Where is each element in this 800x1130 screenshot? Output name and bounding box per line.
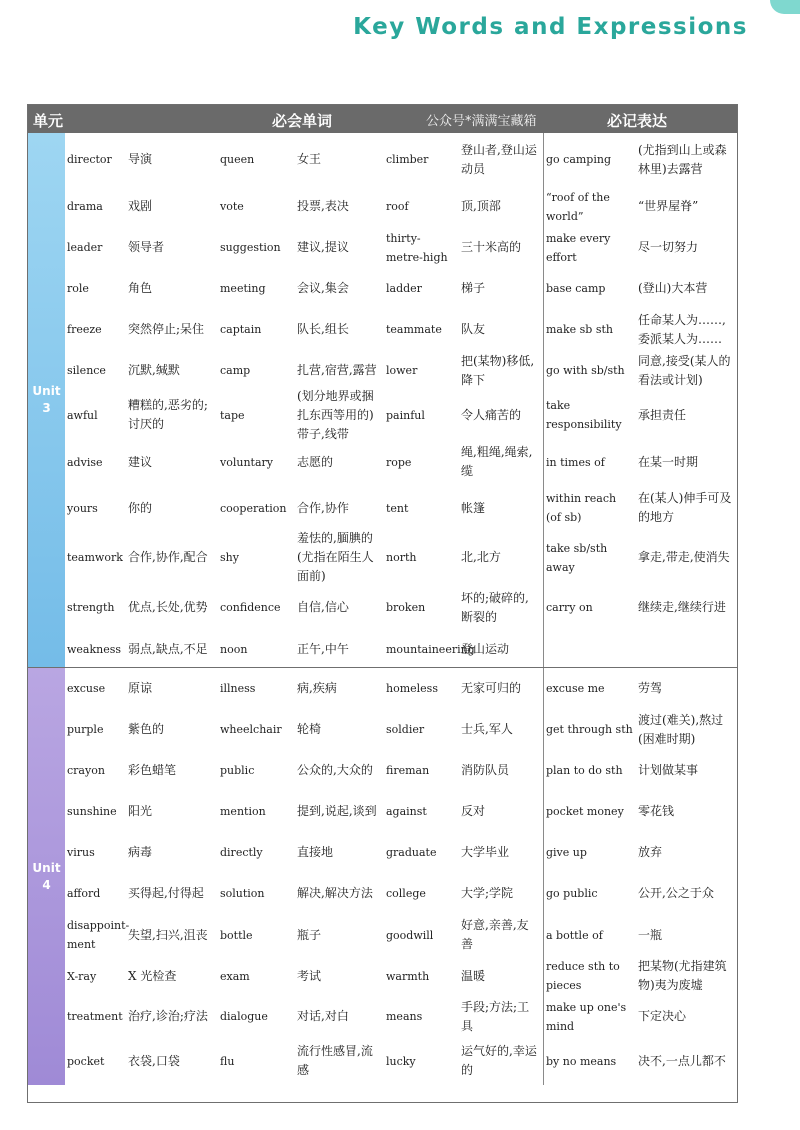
expression-meaning: 继续走,继续行进 xyxy=(638,600,726,614)
meaning-3: 温暖 xyxy=(461,968,486,983)
table-row xyxy=(65,791,738,832)
expression-meaning: “世界屋脊” xyxy=(638,199,699,213)
meaning-1: 建议 xyxy=(128,454,153,469)
meaning-2: 解决,解决方法 xyxy=(297,886,373,900)
expression-meaning: 一瓶 xyxy=(638,927,663,942)
meaning-3: 大学毕业 xyxy=(461,845,510,859)
meaning-3: 绳,粗绳,绳索,缆 xyxy=(461,445,533,478)
meaning-2: 扎营,宿营,露营 xyxy=(297,363,377,377)
meaning-1: 原谅 xyxy=(128,681,153,695)
meaning-2: 建议,提议 xyxy=(297,240,349,254)
page-title: Key Words and Expressions xyxy=(353,14,748,40)
meaning-3: 消防队员 xyxy=(461,763,510,777)
unit-rows xyxy=(65,133,738,667)
expression-meaning: 同意,接受(某人的看法或计划) xyxy=(638,353,731,387)
word-2: vote xyxy=(220,200,244,213)
meaning-1: 糟糕的,恶劣的;讨厌的 xyxy=(128,398,208,431)
word-2: confidence xyxy=(220,601,281,614)
expression: take responsibility xyxy=(543,391,636,439)
word-1: disappoint-ment xyxy=(67,919,130,951)
word-1: leader xyxy=(67,241,103,254)
word-3: means xyxy=(386,1010,423,1023)
meaning-1: 沉默,缄默 xyxy=(128,363,180,377)
expression: reduce sth to pieces xyxy=(543,956,636,996)
unit-number: 3 xyxy=(42,401,51,415)
meaning-3: 把(某物)移低,降下 xyxy=(461,353,535,387)
meaning-2: 流行性感冒,流感 xyxy=(297,1044,373,1077)
meaning-2: 公众的,大众的 xyxy=(297,763,373,777)
word-2: illness xyxy=(220,682,256,695)
meaning-1: 治疗,诊治;疗法 xyxy=(128,1009,208,1023)
unit-label-text: Unit xyxy=(32,860,61,875)
word-3: graduate xyxy=(386,846,437,859)
word-2: solution xyxy=(220,887,265,900)
table-row xyxy=(65,309,738,350)
meaning-3: 令人痛苦的 xyxy=(461,407,522,422)
meaning-3: 手段;方法;工具 xyxy=(461,999,530,1033)
expression-meaning: 决不,一点儿都不 xyxy=(638,1053,726,1068)
meaning-3: 坏的;破碎的,断裂的 xyxy=(461,590,529,624)
meaning-1: 病毒 xyxy=(128,845,153,859)
word-3: tent xyxy=(386,501,409,515)
word-3: fireman xyxy=(386,764,430,777)
unit-rows xyxy=(65,668,738,1085)
expression-meaning: 下定决心 xyxy=(638,1009,687,1023)
vocabulary-table xyxy=(27,104,738,1103)
meaning-1: 失望,扫兴,沮丧 xyxy=(128,927,208,942)
word-1: strength xyxy=(67,601,115,614)
word-2: voluntary xyxy=(220,455,273,469)
expression: plan to do sth xyxy=(543,750,636,791)
meaning-2: 投票,表决 xyxy=(297,199,349,213)
meaning-2: 合作,协作 xyxy=(297,500,349,515)
meaning-3: 运气好的,幸运的 xyxy=(461,1044,537,1077)
corner-decoration xyxy=(770,0,800,14)
word-2: camp xyxy=(220,364,251,377)
word-2: cooperation xyxy=(220,501,287,515)
word-3: north xyxy=(386,551,417,564)
expression-meaning: 零花钱 xyxy=(638,804,675,818)
meaning-1: 导演 xyxy=(128,152,153,166)
word-1: pocket xyxy=(67,1054,105,1068)
meaning-2: (划分地界或捆扎东西等用的)带子,线带 xyxy=(297,388,374,441)
meaning-1: 紫色的 xyxy=(128,722,165,736)
meaning-2: 考试 xyxy=(297,968,322,983)
word-1: freeze xyxy=(67,323,102,336)
word-2: noon xyxy=(220,642,248,656)
header-unit: 单元 xyxy=(33,112,64,130)
word-1: excuse xyxy=(67,682,106,695)
expression: a bottle of xyxy=(543,914,636,956)
word-3: homeless xyxy=(386,682,438,695)
expression-meaning: 在某一时期 xyxy=(638,454,699,469)
word-3: climber xyxy=(386,153,429,166)
word-3: lower xyxy=(386,364,418,377)
table-row xyxy=(65,631,738,667)
table-row xyxy=(65,750,738,791)
unit-label-text: Unit xyxy=(32,384,61,398)
word-1: X-ray xyxy=(67,969,97,983)
meaning-3: 反对 xyxy=(461,804,486,818)
expression: go with sb/sth xyxy=(543,350,636,391)
word-2: suggestion xyxy=(220,241,281,254)
expression-meaning: 把某物(尤指建筑物)夷为废墟 xyxy=(638,959,727,992)
expression: make sb sth xyxy=(543,309,636,350)
word-1: weakness xyxy=(67,642,122,656)
meaning-2: 女王 xyxy=(297,152,322,166)
unit-block xyxy=(28,133,737,667)
meaning-3: 帐篷 xyxy=(461,500,486,515)
expression: in times of xyxy=(543,439,636,485)
expression: pocket money xyxy=(543,791,636,832)
expression-meaning: 任命某人为……,委派某人为…… xyxy=(638,312,726,346)
meaning-1: 突然停止;呆住 xyxy=(128,322,205,336)
meaning-3: 登山者,登山运动员 xyxy=(461,142,537,176)
word-3: against xyxy=(386,805,427,818)
word-2: dialogue xyxy=(220,1010,268,1023)
word-2: mention xyxy=(220,805,266,818)
header-expressions: 必记表达 xyxy=(607,112,668,130)
word-1: teamwork xyxy=(67,551,123,564)
word-3: goodwill xyxy=(386,928,434,942)
expression-meaning: 公开,公之于众 xyxy=(638,886,714,900)
table-row xyxy=(65,388,738,441)
expression-meaning: (尤指到山上或森林里)去露营 xyxy=(638,142,727,176)
word-3: warmth xyxy=(386,969,430,983)
word-3: rope xyxy=(386,455,412,469)
unit-number: 4 xyxy=(42,877,51,892)
word-3: teammate xyxy=(386,323,442,336)
meaning-2: 瓶子 xyxy=(297,927,322,942)
word-1: director xyxy=(67,153,112,166)
meaning-1: 合作,协作,配合 xyxy=(128,550,208,564)
meaning-3: 梯子 xyxy=(461,281,486,295)
word-3: thirty-metre-high xyxy=(386,231,448,264)
meaning-2: 队长,组长 xyxy=(297,322,349,336)
word-2: flu xyxy=(220,1054,235,1068)
meaning-3: 北,北方 xyxy=(461,550,501,564)
table-row xyxy=(65,350,738,391)
meaning-1: 弱点,缺点,不足 xyxy=(128,641,208,656)
word-2: tape xyxy=(220,408,245,422)
table-row xyxy=(65,709,738,750)
expression-meaning: 拿走,带走,使消失 xyxy=(638,550,730,564)
expression: go public xyxy=(543,873,636,914)
word-3: mountaineering xyxy=(386,642,475,656)
meaning-2: 羞怯的,腼腆的(尤指在陌生人面前) xyxy=(297,531,374,583)
table-row xyxy=(65,996,738,1037)
table-row xyxy=(65,268,738,309)
expression-meaning: 渡过(难关),熬过(困难时期) xyxy=(638,712,724,746)
word-1: silence xyxy=(67,364,106,377)
word-1: awful xyxy=(67,408,98,422)
table-row xyxy=(65,133,738,186)
meaning-2: 病,疾病 xyxy=(297,681,337,695)
word-1: drama xyxy=(67,200,103,213)
word-2: captain xyxy=(220,323,262,336)
table-row xyxy=(65,531,738,584)
expression xyxy=(543,631,636,667)
expression-meaning: 承担责任 xyxy=(638,407,687,422)
word-3: roof xyxy=(386,200,409,213)
expression: base camp xyxy=(543,268,636,309)
header-words: 必会单词 xyxy=(272,112,333,130)
unit-block xyxy=(28,667,737,1085)
expression: by no means xyxy=(543,1037,636,1085)
meaning-2: 对话,对白 xyxy=(297,1009,349,1023)
meaning-2: 直接地 xyxy=(297,845,334,859)
word-1: treatment xyxy=(67,1010,123,1023)
table-row xyxy=(65,485,738,531)
header-watermark: 公众号*满满宝藏箱 xyxy=(426,114,537,129)
meaning-3: 无家可归的 xyxy=(461,681,522,695)
expression-meaning: (登山)大本营 xyxy=(638,281,708,295)
expression: excuse me xyxy=(543,668,636,709)
meaning-1: 优点,长处,优势 xyxy=(128,600,208,614)
word-1: yours xyxy=(67,501,98,515)
meaning-1: 衣袋,口袋 xyxy=(128,1053,180,1068)
expression: take sb/sth away xyxy=(543,531,636,584)
meaning-2: 会议,集会 xyxy=(297,281,349,295)
word-1: purple xyxy=(67,723,104,736)
meaning-3: 三十米高的 xyxy=(461,240,522,254)
expression: give up xyxy=(543,832,636,873)
table-row xyxy=(65,914,738,956)
meaning-3: 大学;学院 xyxy=(461,886,514,900)
meaning-3: 士兵,军人 xyxy=(461,722,513,736)
expression: carry on xyxy=(543,584,636,631)
expression: go camping xyxy=(543,133,636,186)
meaning-1: 戏剧 xyxy=(128,199,153,213)
word-3: soldier xyxy=(386,723,425,736)
table-row xyxy=(65,956,738,996)
expression-meaning: 在(某人)伸手可及的地方 xyxy=(638,491,732,524)
table-row xyxy=(65,439,738,485)
word-1: crayon xyxy=(67,764,105,777)
word-3: ladder xyxy=(386,282,422,295)
word-2: bottle xyxy=(220,928,253,942)
meaning-2: 轮椅 xyxy=(297,722,322,736)
table-row xyxy=(65,873,738,914)
meaning-1: 彩色蜡笔 xyxy=(128,763,177,777)
unit-label xyxy=(28,133,65,667)
expression: “roof of the world” xyxy=(543,186,636,227)
table-row xyxy=(65,1037,738,1085)
word-2: public xyxy=(220,764,255,777)
meaning-1: X 光检查 xyxy=(128,968,177,983)
expression: get through sth xyxy=(543,709,636,750)
meaning-3: 登山运动 xyxy=(461,641,510,656)
table-row xyxy=(65,584,738,631)
word-3: college xyxy=(386,887,426,900)
table-row xyxy=(65,186,738,227)
meaning-1: 领导者 xyxy=(128,240,165,254)
meaning-1: 阳光 xyxy=(128,804,153,818)
word-3: painful xyxy=(386,408,425,422)
word-1: role xyxy=(67,282,89,295)
meaning-3: 顶,顶部 xyxy=(461,199,501,213)
meaning-2: 志愿的 xyxy=(297,454,334,469)
word-2: shy xyxy=(220,551,239,564)
expression: within reach (of sb) xyxy=(543,485,636,531)
table-row xyxy=(65,832,738,873)
table-row xyxy=(65,227,738,268)
expression: make every effort xyxy=(543,227,636,268)
meaning-2: 正午,中午 xyxy=(297,641,349,656)
meaning-3: 好意,亲善,友善 xyxy=(461,918,529,951)
meaning-1: 买得起,付得起 xyxy=(128,886,204,900)
units-container xyxy=(28,133,737,1085)
word-1: afford xyxy=(67,887,101,900)
unit-label xyxy=(28,668,65,1085)
table-header xyxy=(28,105,737,133)
expression-meaning: 放弃 xyxy=(638,845,663,859)
word-1: sunshine xyxy=(67,805,117,818)
meaning-2: 自信,信心 xyxy=(297,600,349,614)
word-2: wheelchair xyxy=(220,723,282,736)
expression: make up one's mind xyxy=(543,996,636,1037)
word-2: meeting xyxy=(220,282,266,295)
word-2: exam xyxy=(220,969,250,983)
meaning-2: 提到,说起,谈到 xyxy=(297,804,377,818)
word-3: lucky xyxy=(386,1054,416,1068)
meaning-1: 角色 xyxy=(128,281,153,295)
word-1: virus xyxy=(67,846,95,859)
meaning-3: 队友 xyxy=(461,322,486,336)
word-3: broken xyxy=(386,601,426,614)
expression-meaning: 计划做某事 xyxy=(638,763,699,777)
table-row xyxy=(65,668,738,709)
expression-meaning: 尽一切努力 xyxy=(638,240,699,254)
word-2: directly xyxy=(220,846,263,859)
word-2: queen xyxy=(220,153,255,166)
expression-meaning: 劳驾 xyxy=(638,681,663,695)
meaning-1: 你的 xyxy=(128,500,153,515)
word-1: advise xyxy=(67,455,103,469)
